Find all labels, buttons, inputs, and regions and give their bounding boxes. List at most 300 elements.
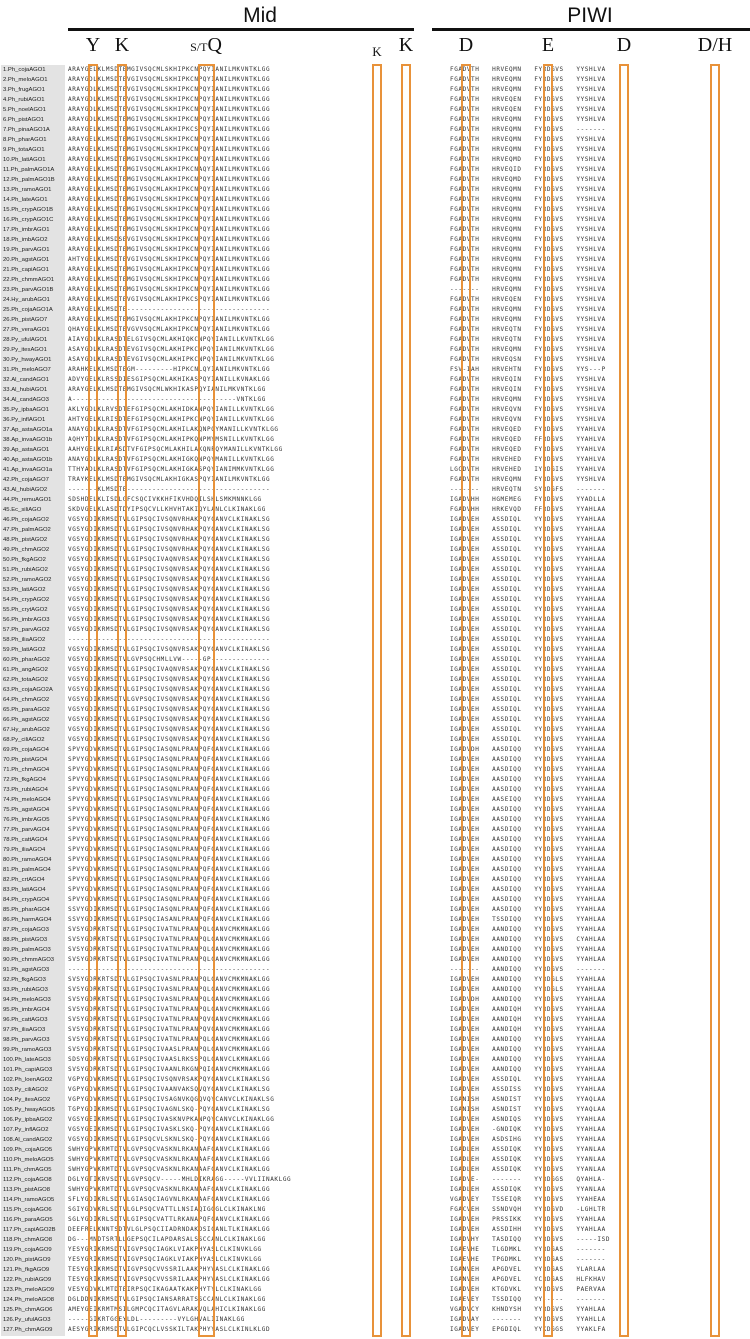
mid-sequence: A---------------------------------------VNTKLGG [68,396,266,403]
piwi-sequence: IGAEVHE TPGDMKL YYRDGAS ------- [450,1256,606,1263]
mid-sequence: SVSYGDRKRTSDTVLGIPSQCIVATNLPRANPQLCANVCMKMNAKLGG [68,946,271,953]
piwi-sequence: IGADVEH AASDIQQ YYRDGVS YYAHLAA [450,886,606,893]
piwi-sequence: FGADVTH HRVEQEN FYRDGVS YYSHLVA [450,296,606,303]
sequence-name: 32.Al_candAGO1 [3,377,49,383]
sequence-name: 19.Ph_parvAGO1 [3,247,50,253]
sequence-name: 1.Ph_cojaAGO1 [3,67,46,73]
piwi-sequence: IGADVEH AASDIQQ YYRDGVS YYAHLAA [450,896,606,903]
mid-sequence: VGPYGDVKRMSDTVLGIPSQCIVAANVAKSQVQYCANVCLKINAKLSG [68,1086,271,1093]
highlight-column-y [88,64,98,1337]
sequence-name: 25.Ph_cojaAGO1A [3,307,53,313]
sequence-name: 14.Ph_lateAGO1 [3,197,48,203]
piwi-sequence: IGADVEY EPGDIQL YYKDGGS YYAKLFA [450,1326,606,1333]
piwi-sequence: IGADVEH ASSDIQL YYRDGVS YYAHLAA [450,636,606,643]
mid-sequence: VGSYGDIKRMSDTVLGIPSQCIVAQNVRSAKPQYCANVCLKINAKLSG [68,666,271,673]
mid-sequence: ARAYGELKLMSDTEVGIVSQCMLAKHIPKCSPQYIANILMKVNTKLGG [68,296,271,303]
sequence-name: 53.Ph_latiAGO2 [3,587,46,593]
mid-sequence: VGSYGDIKRMSDTVLGIPSQCIVSQNVRHAKPQYCANVCLKINAKLSG [68,536,271,543]
mid-sequence: YESYGRIKRMSDTVIGVPSQCIAGKLVIAKPHYASLCLKINVKLGG [68,1246,262,1253]
mid-sequence: SPVYGDVKRMSDTVLGIPSQCIASQNLPRANPQFCANVCLKINAKLGG [68,776,271,783]
mid-sequence: SKDVGELKLASDTDYIPSQCVLLKHVHTAKIQYLANLCLKINAKLGG [68,506,266,513]
piwi-sequence: IGADVEH ASSDIQL YYRDGVS YYAHLAA [450,516,606,523]
residue-label-e: E [541,34,555,56]
mid-sequence: DEEFRELKNNTSDTVLGLPSQCIIADRNDAKDSICANLTLKINAKLGG [68,1226,271,1233]
mid-sequence: SWHYGPVKRMTDTVLGVPSQCVASKNLRKANAAFCANVCLKINAKLGG [68,1166,271,1173]
sequence-name: 105.Py_hwayAGO5 [3,1107,55,1113]
sequence-name: 115.Ph_cojaAGO6 [3,1207,52,1213]
mid-sequence: ARAYGELKLMSDTEMGIVSQCMLAKHIPKCSPQYIANILMKVNTKLGG [68,126,271,133]
residue-label-k2: K [372,44,382,59]
mid-sequence: ARAYGELKLMSDTEMGIVSQCMLSKHIPKCNPQYIANILMKVNTKLGG [68,206,271,213]
mid-sequence: TESYGRIKRMSDTVIGVPSQCVVSSRILAAKPHYVASLCLKINAKLGG [68,1266,271,1273]
sequence-name: 126.Py_ufulAGO3 [3,1317,51,1323]
piwi-sequence: IGANVEH APGDVEL YCRDGAS HLFKHAV [450,1276,606,1283]
piwi-sequence: IGADVEH ASSDIQL YYRDGVS YYAHLAA [450,696,606,703]
piwi-sequence: IGADVEH AASDIQQ YYRDGVS YYAHLAA [450,776,606,783]
piwi-sequence: FGADVTH HRVEQTN FYRDGVS YYSHLVA [450,336,606,343]
sequence-name: 28.Py_ufulAGO1 [3,337,48,343]
mid-sequence: ARAYGELKLMSDTEMGIVSQCMLAKHIPKCNPQYIANILMKVNTKLGG [68,266,271,273]
sequence-name: 7.Ph_pinaAGO1A [3,127,50,133]
piwi-sequence: IGADVEH ASSDIQL YYRDGVS YYAHLAA [450,596,606,603]
sequence-name: 44.Ph_remuAGO1 [3,497,52,503]
sequence-name: 38.Ap_invaAGO1b [3,437,53,443]
sequence-name: 18.Ph_imbAGO2 [3,237,48,243]
sequence-name: 41.Ap_invaAGO1a [3,467,53,473]
sequence-name: 86.Ph_harmAGO4 [3,917,52,923]
piwi-sequence: IGADVEH ASDSIHG YYRDGVS YYAHLAA [450,1136,606,1143]
sequence-name: 9.Ph_totaAGO1 [3,147,45,153]
sequence-name: 60.Ph_pharAGO2 [3,657,50,663]
mid-sequence: SPVYGDVKRMSDTVLGIPSQCIASQNLPRANPQFCANVCLKINAKLNG [68,816,271,823]
residue-label-k1: K [114,34,130,56]
group-line-mid [68,28,414,31]
mid-sequence: SWHYGPVKRMTDTVLGVPSQCVASKNLRKANAAFCANVCLKINAKLGG [68,1156,271,1163]
sequence-name: 127.Ph_chmAGO9 [3,1327,53,1333]
piwi-sequence: IGADVEH AASDIQQ YYRDGVS YYAHLAA [450,876,606,883]
sequence-name: 91.Ph_agstAGO3 [3,967,50,973]
sequence-name: 113.Ph_pistAGO8 [3,1187,51,1193]
piwi-sequence: IGADVEH AANDIQQ YYRDGVS YYAHLAA [450,946,606,953]
mid-sequence: VGSYGDIKRMSDTVLGIPSQCIVSQNVRSAKPQYCANVCLKINAKLSG [68,626,271,633]
piwi-sequence: FGADVTH HRVEQVN FYRDGVS YYSHLVA [450,416,606,423]
sequence-name: 64.Ph_chmAGO2 [3,697,50,703]
mid-sequence: SPVYGDVKRMSDTVLGIPSQCIASQNLPRANPQFCANVCLKINAKLGG [68,826,271,833]
mid-sequence: ARAYGELKLMSDTEMGIVSQCMLSKHIPKCNPQYIANILMKVNTKLGG [68,246,271,253]
piwi-sequence: FGADVTH HRVEQMN FYRDGVS YYSHLVA [450,66,606,73]
mid-sequence: TRAYKELKLMSDTEMGIVSQCMLAKHIGKASPQYIANILMKVNTKLGG [68,476,271,483]
sequence-name: 79.Ph_iliaAGO4 [3,847,46,853]
sequence-name: 80.Ph_ramoAGO4 [3,857,52,863]
piwi-sequence: IGADVEH AANDIQQ YYRDGVS YYAHLAA [450,1036,606,1043]
sequence-name: 88.Ph_pistAGO3 [3,937,48,943]
sequence-name: 119.Ph_cojaAGO9 [3,1247,52,1253]
mid-sequence: SVSYGDRKRTSDTVLGIPSQCIVASNLPRANPQLCANVCMKMNAKLGG [68,986,271,993]
residue-label-k3: K [398,34,414,56]
sequence-name: 104.Py_itesAGO2 [3,1097,51,1103]
piwi-sequence: FGADVHH HRKEVQD FFRDGVS YYAHLAA [450,506,606,513]
sequence-name: 63.Ph_cojaAGO2A [3,687,53,693]
mid-sequence: ARAYGELKLMSDTEMGIVSQCMLAKHIPKCNPQYIANILMKVNTKLGG [68,176,271,183]
piwi-sequence: FGADVTH HRVEQMN FYRDGVS YYSHLVA [450,76,606,83]
sequence-name: 56.Ph_imbrAGO3 [3,617,50,623]
piwi-sequence: IGADVEH AASDIQQ YYRDGVS YYAHLAA [450,906,606,913]
mid-sequence: ARAYGDLKLMSDTEVGIVSQCMLSKHIPKCNPQYIANILMKVNTKLGG [68,106,271,113]
piwi-sequence: IGAEVEY TSSDIQQ YY----- ------- [450,1296,606,1303]
sequence-name: 35.Py_ipbaAGO1 [3,407,49,413]
piwi-sequence: IGADVEH AASEIQQ YYRDGVS YYAHLAA [450,796,606,803]
mid-sequence: ARAYGELKLMSDSEVGIVSQCMLSKHIPKCNPQYIANILMKVNTKLGG [68,236,271,243]
mid-sequence: -----GIKRTGGEYLDL---------VYLGHVALIINAKLGG [68,1316,245,1323]
piwi-sequence: IGADVEH AASDIQQ YYRDGVS YYAHLAA [450,836,606,843]
sequence-name: 31.Ph_meloAGO7 [3,367,51,373]
group-line-piwi [432,28,750,31]
mid-sequence: SVSYGDRKRTSDTVLGIPSQCIVASNLPRANPQLCANVCMKMNAKLGG [68,996,271,1003]
piwi-sequence: FGADVTH HRVEQMN FYRDGVS YYSHLVA [450,396,606,403]
piwi-sequence: IGADVEH ASSDIQL YYRDGVS YYAHLAA [450,586,606,593]
group-title-mid: Mid [243,4,277,27]
mid-sequence: VGSYGDIKRMSDTVLGIPSQCVLSKNLSKQ-PQYCANVCLKINAKLGG [68,1136,271,1143]
mid-sequence: SSVYGDIKRMSDTVLGIPSQCIASANLPRANPQFCANVCLKINAKLGG [68,916,271,923]
sequence-name: 29.Py_itesAGO1 [3,347,47,353]
mid-sequence: TGPYGDIKRMSDTVLGIPSQCIVAGNLSKQ-PQYCANVCLKINAKLSG [68,1106,271,1113]
piwi-sequence: FGADVTH HRVEQED FFRDGVS YYAHLVA [450,436,606,443]
piwi-sequence: FGADVTH HRVEQMN FYRDGVS YYSHLVA [450,206,606,213]
piwi-sequence: IGADVEH AASDIQQ YYRDGVS YYAHLAA [450,826,606,833]
sequence-name: 89.Ph_palmAGO3 [3,947,51,953]
mid-sequence: ARAYGELKLMSDTEMGIVSQCMLSKHIPKCNPQYIANILMKVNTKLGG [68,276,271,283]
sequence-name: 16.Ph_crypAGO1C [3,217,54,223]
mid-sequence: ANAYGDLKLRASDTVFGIPSQCMLAKHILAKQNPQYMANILLKVNTKLGG [68,426,279,433]
piwi-sequence: FGADVTH HRVEQMN FYRDGVS YYSHLVA [450,346,606,353]
piwi-sequence: FGADVTH HRVEQMD FYRDGVS YYSHLVA [450,176,606,183]
sequence-name: 71.Ph_chmAGO4 [3,767,50,773]
piwi-sequence: IGADVEH AASDIQQ YYRDGVS YYAHLAA [450,786,606,793]
piwi-sequence: FGADVTH HRVEQVN FYRDGVS YYSHLVA [450,406,606,413]
sequence-name: 123.Ph_meloAGO9 [3,1287,55,1293]
sequence-name: 97.Ph_iliaAGO3 [3,1027,46,1033]
piwi-sequence: IGADVEH ASSDIHH YYRDGVS YYAHLAA [450,1226,606,1233]
residue-label-d2: D [616,34,632,56]
residue-label-q: Q [207,34,222,56]
sequence-name: 70.Ph_pistAGO4 [3,757,48,763]
piwi-sequence: IGADVEH AANDIQQ YYRDGVS CYAHLAA [450,936,606,943]
sequence-name: 37.Ap_astaAGO1a [3,427,53,433]
sequence-name: 59.Ph_latiAGO2 [3,647,46,653]
piwi-sequence: IGADVAY ------- YYRDGVS YYAHLLA [450,1316,606,1323]
mid-sequence: VGSYGDIKRMSDTVLGIPSQCIVSQNVRSAKPQYCANVCLKINAKLSG [68,576,271,583]
piwi-sequence: IGADVEH ASSDIQL YYRDGVS YYAHLAA [450,546,606,553]
sequence-name: 67.Hy_arubAGO2 [3,727,50,733]
sequence-name: 5.Ph_noelAGO1 [3,107,46,113]
sequence-name: 125.Ph_chmAGO6 [3,1307,53,1313]
highlight-column-d1 [461,64,471,1337]
piwi-sequence: FGADVTH HRVEQMN FYRDGVS YYSHLVA [450,306,606,313]
sequence-name: 102.Ph_loenAGO2 [3,1077,53,1083]
mid-sequence: SPVYGDVKRMSDTVLGIPSQCIASQNLPRANPQFCANVCLKINAKLGG [68,846,271,853]
mid-sequence: ARAYGELKLMSDTEMGIVSQCMLSKHIPKCNPQYIANILMKVNTKLGG [68,286,271,293]
mid-sequence: VGSYGDIKRMSDTVLGIPSQCIVSQNVRSAKPQYCANVCLKINAKLSG [68,596,271,603]
sequence-name: 73.Ph_rubiAGO4 [3,787,48,793]
piwi-sequence: IGADVE- ------- YYRDGGS QYAHLA- [450,1176,606,1183]
piwi-sequence: IGANISH ASNDIST YYRDGVS YYAQLAA [450,1096,606,1103]
piwi-sequence: FGADVTH HRVEQMN FYRDGVS YYSHLVA [450,256,606,263]
mid-sequence: ARAYGELKLMSDTEMGIVSQCMLSKHIPKCNPQYIANILMKVNTKLGG [68,136,271,143]
piwi-sequence: IGADVEH AASDIQQ YYRDGVS YYAHLAA [450,766,606,773]
sequence-name: 85.Ph_pharAGO4 [3,907,50,913]
piwi-sequence: IGADVEH AANDIQH YYRDGVS YYAHLAA [450,1016,606,1023]
piwi-sequence: IGADLEH ASSDIQK YYRDGVS YYANLAA [450,1156,606,1163]
piwi-sequence: IGADVEH ASSDIQL YYRDGVS YYAHLAA [450,606,606,613]
piwi-sequence: IGADVEH AANDIQQ YYRDGVS YYAHLAA [450,926,606,933]
piwi-sequence: IGAEVHE TLGDMKL YYRDGAS ------- [450,1246,606,1253]
sequence-name: 66.Ph_agstAGO2 [3,717,50,723]
sequence-name: 54.Ph_crypAGO2 [3,597,50,603]
sequence-name: 76.Ph_imbrAGO5 [3,817,50,823]
mid-sequence: AQHYTDLKLRASDTVFGIPSQCMLAKHIPKQNPMYMSNILLKVNTKLGG [68,436,275,443]
piwi-sequence: VGADVEY TSSEIQR YYRDGVS YYAHEAA [450,1196,606,1203]
sequence-name: 8.Ph_pharAGO1 [3,137,47,143]
sequence-name: 6.Ph_pistAGO1 [3,117,44,123]
sequence-name: 69.Ph_cojaAGO4 [3,747,49,753]
mid-sequence: SVSYGDRKRTSDTVLGIPSQCIVAASLPRANPQLCANVCMKMNAKLGG [68,1046,271,1053]
piwi-sequence: FSV-IAH HRVEHTN FYRDGVS YYS---P [450,366,606,373]
piwi-sequence: IGADVEH AASDIQQ YYRDGVS YYAHLAA [450,856,606,863]
mid-sequence: VGSYGDIKRMSDTVLGIPSQCIVSQNVRSAKPQYCANVCLKINAKLSG [68,566,271,573]
sequence-name: 83.Ph_latiAGO4 [3,887,46,893]
piwi-sequence: IGADVEH TSSDIQQ YYRDGVS YYAHLAA [450,916,606,923]
mid-sequence: VESYGDVKLMTDTEIRPSQCIKAGAATKAKPHYTYLCLKINAKLGG [68,1286,262,1293]
sequence-name: 103.Py_ciliAGO2 [3,1087,48,1093]
piwi-sequence: IGADVEH AANDIQH YYRDGVS YYAHLAA [450,1026,606,1033]
mid-sequence: SVSYGDRKRTSDTVLGIPSQCIVATNLPRANPQLCANVCMKMNAKLGG [68,936,271,943]
sequence-name: 72.Ph_fkgAGO4 [3,777,46,783]
mid-sequence: SPVYGDVKRMSDTVLGIPSQCIASQNLPRANPQFCANVCLKINAKLGG [68,756,271,763]
mid-sequence: SSVYGDIKRMSDTVLGIPSQCIASQNLPRANPQFCANVCLKINAKLGG [68,906,271,913]
sequence-name: 24.Hy_arubAGO1 [3,297,50,303]
mid-sequence: SGIYGDVKRLSDTVLGLPSQCVATTLLNSIAQIGGGLCLKINAKLNG [68,1206,266,1213]
piwi-sequence: IGADVEH AANDIQH YYRDGVS YYAHLAA [450,1006,606,1013]
piwi-sequence: FGADVTH HRVEQED FYRDGVS YYAHLVA [450,446,606,453]
sequence-name: 111.Ph_chmAGO5 [3,1167,52,1173]
mid-sequence: VGSYGDIKRMSDTVLGIPSQCIVSQNVRHAKPQYCANVCLKINAKLSG [68,546,271,553]
piwi-sequence: IGADLEH ASSDIQK YYRDGVS YYANLAA [450,1146,606,1153]
piwi-sequence: FGADVTH HRVEQMN FYRDGVS YYSHLVA [450,266,606,273]
sequence-name: 107.Py_inflAGO2 [3,1127,49,1133]
mid-sequence: ARAHKELKLMSDTEGM---------HIPKCNLQYIANILMKVNTKLGG [68,366,271,373]
sequence-name: 3.Ph_frugAGO1 [3,87,45,93]
piwi-sequence: IGADVEH ASSDIQL YYRDGVS YYAHLAA [450,616,606,623]
piwi-sequence: IGADVEH ASSDIQL YYRDGVS YYAHLAA [450,656,606,663]
sequence-name: 26.Ph_pistAGO7 [3,317,48,323]
residue-label-d1: D [458,34,474,56]
piwi-sequence: FGADVTH HRVEQED FYRDGVS YYAHLVA [450,426,606,433]
sequence-name: 93.Ph_rubiAGO3 [3,987,48,993]
sequence-name: 68.Py_ciliAGO2 [3,737,45,743]
mid-sequence: VGSYGDIKRMSDTVLGIPSQCIVSQNVRSAKPQYCANVCLKINAKLSG [68,676,271,683]
piwi-sequence: IGADVHY TASDIQQ YYRDGVS -----ISD [450,1236,611,1243]
mid-sequence: AIAYGDLKLRASDTELGIVSQCMLAKHIQKCNPQYIANILLKVNTKLGG [68,336,275,343]
piwi-sequence: IGADVEH ASSDIQL YYRDGVS YYAHLAA [450,556,606,563]
mid-sequence: VGSYGDIKRMSDTVLGVPSQCHMLLVW-----GP-------------- [68,656,271,663]
highlight-column-k1 [117,64,127,1337]
piwi-sequence: IGADVEH ASSDIQL YYRDGVS YYAHLAA [450,726,606,733]
mid-sequence: DG---MNDTSRTLLGEPSQCILAPDARSALSSCCANLCLKINAKLGG [68,1236,266,1243]
highlight-column-stq [198,64,215,1337]
sequence-name: 43.Al_hubiAGO2 [3,487,48,493]
sequence-name: 47.Ph_palmAGO2 [3,527,51,533]
piwi-sequence: IGADVEH ASSDIQL YYRDGVS YYAHLAA [450,676,606,683]
mid-sequence: SVSYGDRKRTSDTVLGIPSQCIVATNLPRANPQLCANVCMKMNAKLGG [68,926,271,933]
mid-sequence: AMEYGEIKRMTMSILGMPCQCITAGVLARAKVQLAHICLKINAKLGG [68,1306,266,1313]
sequence-name: 122.Ph_rubiAGO9 [3,1277,52,1283]
piwi-sequence: FGADVTH HRVEQMN FYRDGVS YYSHLVA [450,226,606,233]
mid-sequence: VGSYGDIKRMSDTVLGIPSQCIVSQNVRSAKPQYCANVCLKINAKLSG [68,726,271,733]
sequence-name: 33.Al_hubiAGO1 [3,387,48,393]
piwi-sequence: FGADVTH HRVEQMN FYRDGVS YYSHLVA [450,476,606,483]
sequence-name: 57.Ph_parvAGO2 [3,627,50,633]
piwi-sequence: IGANVEH APGDVEL YYRDGAS YLARLAA [450,1266,606,1273]
highlight-column-d2 [619,64,629,1337]
piwi-sequence: IGADVEH AASDIQQ YYRDGVS YYAHLAA [450,816,606,823]
piwi-sequence: FGADVTH HRVEQMN FYRDGVS YYSHLVA [450,116,606,123]
highlight-column-e [543,64,553,1337]
mid-sequence: SDSYGDRKRTSDTVLGIPSQCIVAASLRKSSPQLCANVCLKMNAKLGG [68,1056,271,1063]
piwi-sequence: FGADVTH HRVEQMN FYRDGVS YYSHLVA [450,146,606,153]
mid-sequence: ARAYGDLKLMSDTEVGIVSQCMLSKHIPKCNPQYIANILMKVNTKLGG [68,76,271,83]
piwi-sequence: FGADVTH HRVEQTN FYRDGVS YYSHLVA [450,326,606,333]
sequence-name: 4.Ph_rubiAGO1 [3,97,45,103]
piwi-sequence: IGADVEH ASSDIQL YYRDGVS YYAHLAA [450,1076,606,1083]
piwi-sequence: FGADVTH HRVEQMN FYRDGVS YYSHLVA [450,86,606,93]
sequence-name: 42.Ph_cojaAGO7 [3,477,49,483]
mid-sequence: SPVYGDVKRMSDTVLGIPSQCIASQNLPRANPQFCANVCLKINAKLGG [68,836,271,843]
piwi-sequence: IGADVEH AANDIQQ YYRDGLS YYAHLAA [450,976,606,983]
sequence-name: 96.Ph_cattAGO3 [3,1017,48,1023]
piwi-sequence: FGADVTH HRVEQEN FYRDGVS YYSHLVA [450,106,606,113]
mid-sequence: -------KLMSDTE---------------------------------- [68,486,271,493]
sequence-name: 100.Ph_lateAGO3 [3,1057,51,1063]
sequence-name: 99.Ph_ramoAGO3 [3,1047,52,1053]
sequence-name: 52.Ph_ramoAGO2 [3,577,52,583]
mid-sequence: VGSYGDIKRMSDTVLGIPSQCIVSQNVRSAKPQYCANVCLKINAKLSG [68,736,271,743]
sequence-name: 78.Ph_cattAGO4 [3,837,48,843]
mid-sequence: SPVYGDVKRMSDTVLGIPSQCIASQNLPRANPQFCANVCLKINAKLGG [68,856,271,863]
mid-sequence: AKLYGDLKLRVSDTEFGIPSQCMLAKHIDKANPQYIANILLKVNTKLGG [68,406,275,413]
piwi-sequence: FGADVTH HRVEQMN FYRDGVS YYSHLVA [450,246,606,253]
sequence-name: 75.Ph_agstAGO4 [3,807,50,813]
piwi-sequence: IGADVEH AANDIQQ YYRDGVS YYAHLAA [450,1056,606,1063]
mid-sequence: SPVYGDVKRMSDTVLGIPSQCIASQNLPRANPQFCANVCLKINAKLGG [68,806,271,813]
mid-sequence: VGSYGDIKRMSDTVLGIPSQCIVSQNVRSAKPQYCANVCLKINAKLSG [68,686,271,693]
mid-sequence: VGSYGDIKRMSDTVLGIPSQCIVSQNVRSAKPQYCANVCLKINAKLSG [68,586,271,593]
sequence-name: 95.Ph_imbrAGO4 [3,1007,50,1013]
sequence-name: 101.Ph_capiAGO3 [3,1067,53,1073]
piwi-sequence: IGADVEH AANDIQQ YYRDGVS YYAHLAA [450,1046,606,1053]
sequence-name: 87.Ph_cojaAGO3 [3,927,49,933]
sequence-name: 118.Ph_chmAGO8 [3,1237,53,1243]
mid-sequence: SPVYGDVKRMSDTVLGIPSQCIASVNLPRANPQFCANVCLKINAKLGG [68,796,271,803]
mid-sequence: VGSYGDIKRMSDTVLGIPSQCIVSQNVRSAKPQYCANVCLKINAKLSG [68,606,271,613]
mid-sequence: VGSYGEIKRMSDTVLGIPSQCIVASKNVPKANPQYCANVCLKINAKLGG [68,1116,275,1123]
mid-sequence: VGPYGDVKRMSDTVLGIPSQCIVSQNVRSAKPQYCANVCLKINAKLSG [68,1076,271,1083]
mid-sequence: SVSYGDRKRTSDTVLGIPSQCIVATNLPRANPQVCANVCMKMNAKLGG [68,1026,271,1033]
sequence-name: 114.Ph_ramoAGO5 [3,1197,55,1203]
mid-sequence: VGPYGDVKRMSDTVLGIPSQCIVSAGNVKQGQVQYCANVCLKINAKLSG [68,1096,275,1103]
mid-sequence: ANAYGDLKLRASDTVFGIPSQCMLAKHIGKQNPQYMANILLKVNTKLGG [68,456,275,463]
sequence-name: 84.Ph_crypAGO4 [3,897,50,903]
sequence-name: 36.Py_inflAGO1 [3,417,46,423]
mid-sequence: SPVYGDVKRMSDTVLGIPSQCIASQNLPRANPQFCANVCLKINAKLGG [68,896,271,903]
piwi-sequence: FGADVTH HRVEQMN FYRDGVS YYSHLVA [450,316,606,323]
piwi-sequence: IGADVEH ASSDISS YYRDGVS YYAHLAA [450,1086,606,1093]
piwi-sequence: IGADVEH AASDIQQ YYRDGVS YYAHLAA [450,846,606,853]
mid-sequence: SPVYGDVKRMSDTVLGIPSQCIASQNLPRANPQFCANVCLKINAKLGG [68,746,271,753]
sequence-name: 74.Ph_meloAGO4 [3,797,51,803]
piwi-sequence: ------- AANDIQQ YYRDGVS ------- [450,966,606,973]
mid-sequence: VGSYGDIKRMSDTVLGIPSQCIVSQNVRHAKPQYCANVCLKINAKLSG [68,516,271,523]
sequence-name: 92.Ph_fkgAGO3 [3,977,46,983]
mid-sequence: ARAYGELKLMSDTE---------------------------------- [68,306,271,313]
mid-sequence: TTHYADLKLRASDTVFGIPSQCMLAKHIGKASPQYIANIMMKVNTKLGG [68,466,275,473]
residue-label-st: S/T [190,40,208,54]
mid-sequence: ASAYGDLKLRASDTEVGIVSQCMLAKHIPKCNPQYIANILMKVNTKLGG [68,346,275,353]
piwi-sequence: FGADVTH HRVEQMN FYRDGVS YYSHLVA [450,186,606,193]
sequence-name: 81.Ph_palmAGO4 [3,867,51,873]
sequence-name: 21.Ph_capiAGO1 [3,267,49,273]
mid-sequence: YESYGRIKRMSDTVIGVPSQCIAGKLVIAKPHYASLCLKINVKLGG [68,1256,262,1263]
piwi-sequence: FGADVTH HRVEQSN FYRDGVS YYSHLVA [450,356,606,363]
sequence-name: 116.Ph_paraAGO5 [3,1217,53,1223]
piwi-sequence: IGADLEH ASSDIQK YYRDGVS YYANLAA [450,1166,606,1173]
highlight-column-k2 [372,64,382,1337]
sequence-name: 124.Ph_meloAGO8 [3,1297,55,1303]
mid-sequence: AHTYGELKLRISDTEFGIPSQCMLAKHIPKCNPQYIANILLKVNTKLGG [68,416,275,423]
piwi-sequence: IGADVEH -GNDIQK YYRDGVS YYAHLAA [450,1126,606,1133]
mid-sequence: ARAYGELKLMSDTEMGIVSQCMLSKHIPKCNPQYIANILMKVNTKLGG [68,156,271,163]
mid-sequence: VGSYGDIKRMSDTVLGIPSQCIVSQNVRSAKPQYCANVCLKINAKLSG [68,706,271,713]
mid-sequence: SVSYGDRKRTSDTVLGIPSQCIVAANLRKGNPQICANVCMKMNAKLGG [68,1066,271,1073]
mid-sequence: ARAYGDLKLMSDTEVGIVSQCMLSKHIPKCNPQYIANILMKVNTKLGG [68,96,271,103]
sequence-name: 30.Py_hwayAGO1 [3,357,52,363]
piwi-sequence: IGADVEH AASDIQQ YYRDGVS YYAHLAA [450,806,606,813]
sequence-name: 17.Ph_imbrAGO1 [3,227,50,233]
piwi-sequence: IGADVEH KTGDVKL YYRDGVS PAERVAA [450,1286,606,1293]
group-title-piwi: PIWI [567,4,613,27]
sequence-name: 20.Ph_agstAGO1 [3,257,50,263]
piwi-sequence: IGADVEH ASSDIQL YYRDGVS YYAHLAA [450,536,606,543]
piwi-sequence: IGADVEH ASSDIQL YYRDGVS YYAHLAA [450,736,606,743]
mid-sequence: DGLDDNIKRMSDTVLGIPSQCIANSARRATSSCCANLCLKINAKLGG [68,1296,266,1303]
mid-sequence: ARAYGELKLMSDTEMGIVSQCMLSKHIPKCNPQYIANILMKVNTKLGG [68,146,271,153]
mid-sequence: SPVYGDVKRMSDTVLGIPSQCIASQNLPRANPQFCANVCLKINAKLGG [68,766,271,773]
mid-sequence: SPVYGDVKRMSDTVLGIPSQCIASQNLPRANPQFCANVCLKINAKLGG [68,876,271,883]
piwi-sequence: IGADVEH AANDIQQ YYRDGVS YYAHLAA [450,1066,606,1073]
mid-sequence: SVSYGDRKRTSDTVLGIPSQCIVATNLPRANPQLCANVCMKMNAKLGG [68,1036,271,1043]
mid-sequence: ARAYGELKLMSDTEMGIVSQCMLAKHIPKCNPQYIANILMKVNTKLGG [68,316,271,323]
sequence-name: 112.Ph_cojaAGO8 [3,1177,52,1183]
piwi-sequence: FGADVTH HRVEQIN FYRDGVS YYSHLVA [450,386,606,393]
residue-label-y: Y [85,34,101,56]
piwi-sequence: IGADVEH ASNDIQS YYRDGVS YYAHLAA [450,1116,606,1123]
sequence-name: 58.Ph_iliaAGO2 [3,637,46,643]
mid-sequence: SGLYGDIKRLSDTVLGIPSQCVATTLRKANAPQFCANVCLKINAKLGG [68,1216,271,1223]
piwi-sequence: IGADVEH ASSDIQL YYRDGVS YYAHLAA [450,576,606,583]
sequence-name: 40.Ap_astaAGO1b [3,457,53,463]
sequence-name: 98.Ph_parvAGO3 [3,1037,50,1043]
mid-sequence: ARAYGELKLMSDTEMGIVSQCMLSKHIPKCNPQYIANILMKVNTKLGG [68,66,271,73]
mid-sequence: SDSHDELKLISDLGFCSQCIVKKHFIKVHDQILSHLSMKMNNKLGG [68,496,262,503]
